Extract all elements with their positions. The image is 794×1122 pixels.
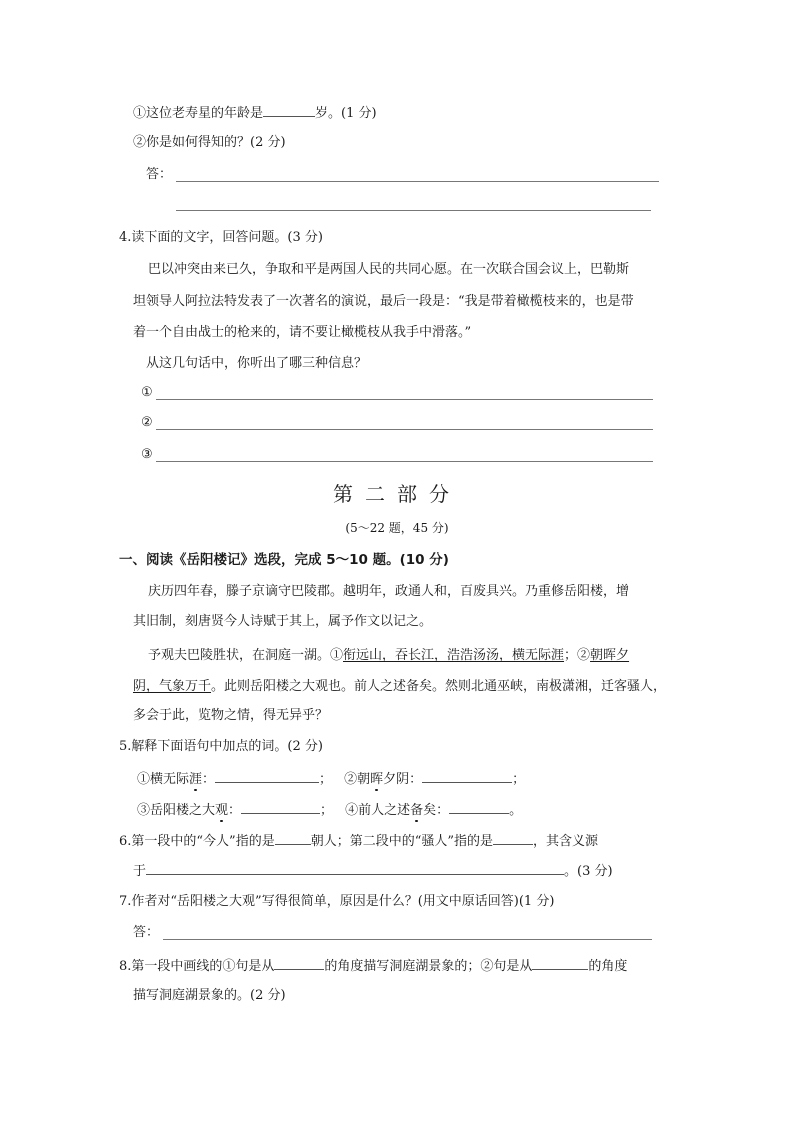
- q4-passage-line-3: 着一个自由战士的枪来的，请不要让橄榄枝从我手中滑落。”: [133, 325, 472, 340]
- dotted-char: 备: [410, 803, 424, 818]
- q8-blank-2[interactable]: [532, 956, 588, 970]
- section1-para2-line-3: 多会于此，览物之情，得无异乎？: [133, 708, 329, 723]
- dotted-char: 晖: [370, 772, 384, 787]
- underlined-sentence-2-cont: 阴，气象万千: [133, 679, 212, 694]
- section1-para2-line-2: 阴，气象万千。此则岳阳楼之大观也。前人之述备矣。然则北通巫峡，南极潇湘，迁客骚人，: [133, 679, 667, 694]
- dotted-char: 观: [215, 803, 229, 818]
- section1-para1-line-2: 其旧制，刻唐贤今人诗赋于其上，属予作文以记之。: [133, 614, 433, 629]
- q5-row-1: ①横无际涯： ； ②朝晖夕阴： ；: [137, 769, 525, 789]
- q3-answer-label: 答：: [146, 167, 173, 182]
- q4-marker-3: ③: [141, 447, 153, 462]
- part2-title: 第二部分: [333, 482, 461, 506]
- q8-line-1: 8.第一段中画线的①句是从 的角度描写洞庭湖景象的；②句是从 的角度: [119, 956, 627, 976]
- q8-line-2: 描写洞庭湖景象的。(2 分): [133, 988, 286, 1003]
- q7-answer-label: 答：: [133, 925, 160, 940]
- q5-stem: 5.解释下面语句中加点的词。(2 分): [119, 739, 323, 754]
- q4-stem: 4.读下面的文字，回答问题。(3 分): [119, 230, 323, 245]
- q4-passage-line-2: 坦领导人阿拉法特发表了一次著名的演说，最后一段是：“我是带着橄榄枝来的，也是带: [133, 294, 634, 309]
- q3-answer-line-2[interactable]: [176, 210, 651, 211]
- dotted-char: 涯: [189, 772, 203, 787]
- q4-marker-2: ②: [141, 415, 153, 430]
- q4-passage-line-1: 巴以冲突由来已久，争取和平是两国人民的共同心愿。在一次联合国会议上，巴勒斯: [148, 262, 630, 277]
- part2-subtitle: (5～22 题，45 分): [345, 521, 449, 535]
- q5-blank-1[interactable]: [215, 769, 319, 783]
- q7-stem: 7.作者对“岳阳楼之大观”写得很简单，原因是什么？(用文中原话回答)(1 分): [119, 894, 555, 909]
- section1-para1-line-1: 庆历四年春，滕子京谪守巴陵郡。越明年，政通人和，百废具兴。乃重修岳阳楼，增: [148, 584, 630, 599]
- q4-answer-line-1[interactable]: [156, 399, 653, 400]
- q6-blank-1[interactable]: [275, 831, 311, 845]
- q7-answer-line[interactable]: [163, 939, 652, 940]
- q3-answer-line-1[interactable]: [176, 181, 659, 182]
- q3-sub1-blank[interactable]: [263, 103, 315, 117]
- q8-blank-1[interactable]: [274, 956, 324, 970]
- q5-blank-3[interactable]: [241, 800, 320, 814]
- q6-line-1: 6.第一段中的“今人”指的是 朝人；第二段中的“骚人”指的是 ，其含义源: [119, 831, 598, 851]
- q4-answer-line-2[interactable]: [156, 429, 653, 430]
- q5-blank-2[interactable]: [422, 769, 512, 783]
- q4-question: 从这几句话中，你听出了哪三种信息？: [146, 356, 368, 371]
- underlined-sentence-1: 衔远山，吞长江，浩浩汤汤，横无际涯: [343, 648, 565, 663]
- q6-blank-3[interactable]: [146, 861, 564, 875]
- q5-blank-4[interactable]: [449, 800, 509, 814]
- q4-answer-line-3[interactable]: [156, 461, 653, 462]
- q3-sub2: ②你是如何得知的？(2 分): [133, 135, 286, 150]
- q6-blank-2[interactable]: [493, 831, 533, 845]
- q5-row-2: ③岳阳楼之大观： ； ④前人之述备矣： 。: [137, 800, 522, 820]
- underlined-sentence-2: 朝晖夕: [590, 648, 630, 663]
- q4-marker-1: ①: [141, 385, 153, 400]
- section1-heading: 一、阅读《岳阳楼记》选段，完成 5～10 题。(10 分): [119, 552, 449, 568]
- q3-sub1: ①这位老寿星的年龄是 岁。(1 分): [133, 103, 377, 123]
- q6-line-2: 于 。(3 分): [133, 861, 613, 881]
- section1-para2-line-1: 予观夫巴陵胜状，在洞庭一湖。①衔远山，吞长江，浩浩汤汤，横无际涯；②朝晖夕: [148, 648, 630, 663]
